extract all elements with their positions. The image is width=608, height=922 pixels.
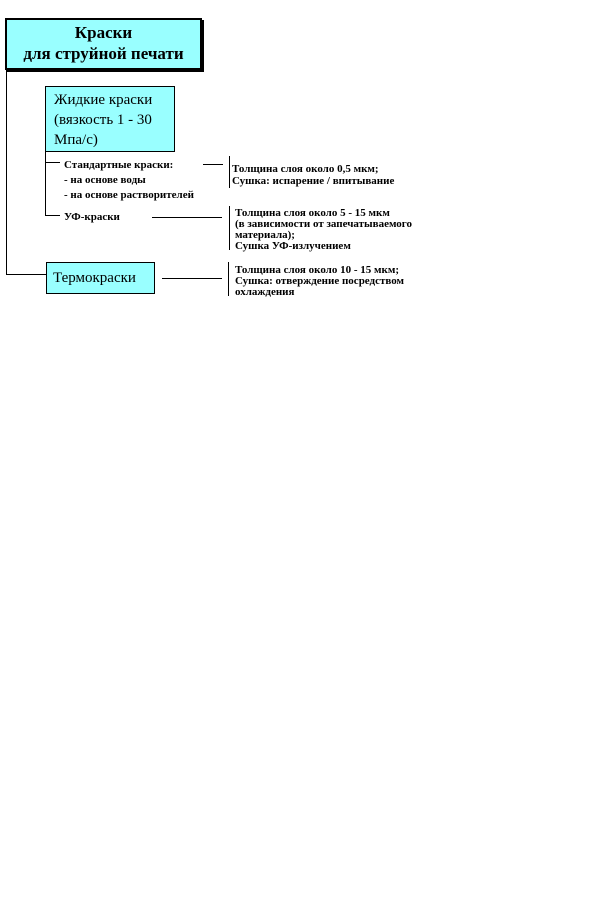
uv-desc-line4: Сушка УФ-излучением (235, 240, 351, 252)
root-trunk-line (6, 70, 7, 274)
standard-title: Стандартные краски: (64, 159, 174, 171)
liquid-to-standard-line (45, 162, 60, 163)
standard-inks-text (64, 158, 194, 203)
thermo-label: Термокраски (53, 270, 136, 286)
liquid-to-uv-line (45, 215, 60, 216)
root-to-thermo-line (6, 274, 46, 275)
uv-inks-text (64, 211, 120, 223)
liquid-line3: Мпа/с) (54, 132, 98, 148)
root-title-line1: Краски (74, 23, 133, 42)
root-node (5, 18, 202, 70)
thermo-desc-line2: Сушка: отверждение посредством (235, 275, 405, 287)
standard-to-desc-line (203, 164, 223, 165)
uv-to-desc-line (152, 217, 222, 218)
uv-title: УФ-краски (64, 211, 120, 223)
thermo-desc (235, 265, 404, 298)
uv-desc-line3: материала); (235, 229, 295, 241)
standard-desc-line1: Толщина слоя около 0,5 мкм; (232, 163, 379, 175)
uv-desc-line1: Толщина слоя около 5 - 15 мкм (235, 207, 390, 219)
thermo-desc-line3: охлаждения (235, 286, 295, 298)
thermo-inks-node (46, 262, 155, 294)
thermo-desc-bracket (228, 262, 229, 296)
uv-desc-line2: (в зависимости от запечатываемого (235, 218, 413, 230)
uv-desc (235, 208, 412, 252)
liquid-inks-node (45, 86, 175, 152)
standard-desc-line2: Сушка: испарение / впитывание (232, 175, 395, 187)
root-title-line2: для струйной печати (23, 44, 184, 63)
uv-desc-bracket (229, 206, 230, 250)
thermo-desc-line1: Толщина слоя около 10 - 15 мкм; (235, 264, 399, 276)
standard-item-solvent: - на основе растворителей (64, 189, 194, 201)
standard-desc (232, 163, 394, 187)
liquid-line2: (вязкость 1 - 30 (54, 112, 152, 128)
liquid-line1: Жидкие краски (54, 92, 153, 108)
standard-desc-bracket (229, 156, 230, 188)
thermo-to-desc-line (162, 278, 222, 279)
standard-item-water: - на основе воды (64, 174, 146, 186)
